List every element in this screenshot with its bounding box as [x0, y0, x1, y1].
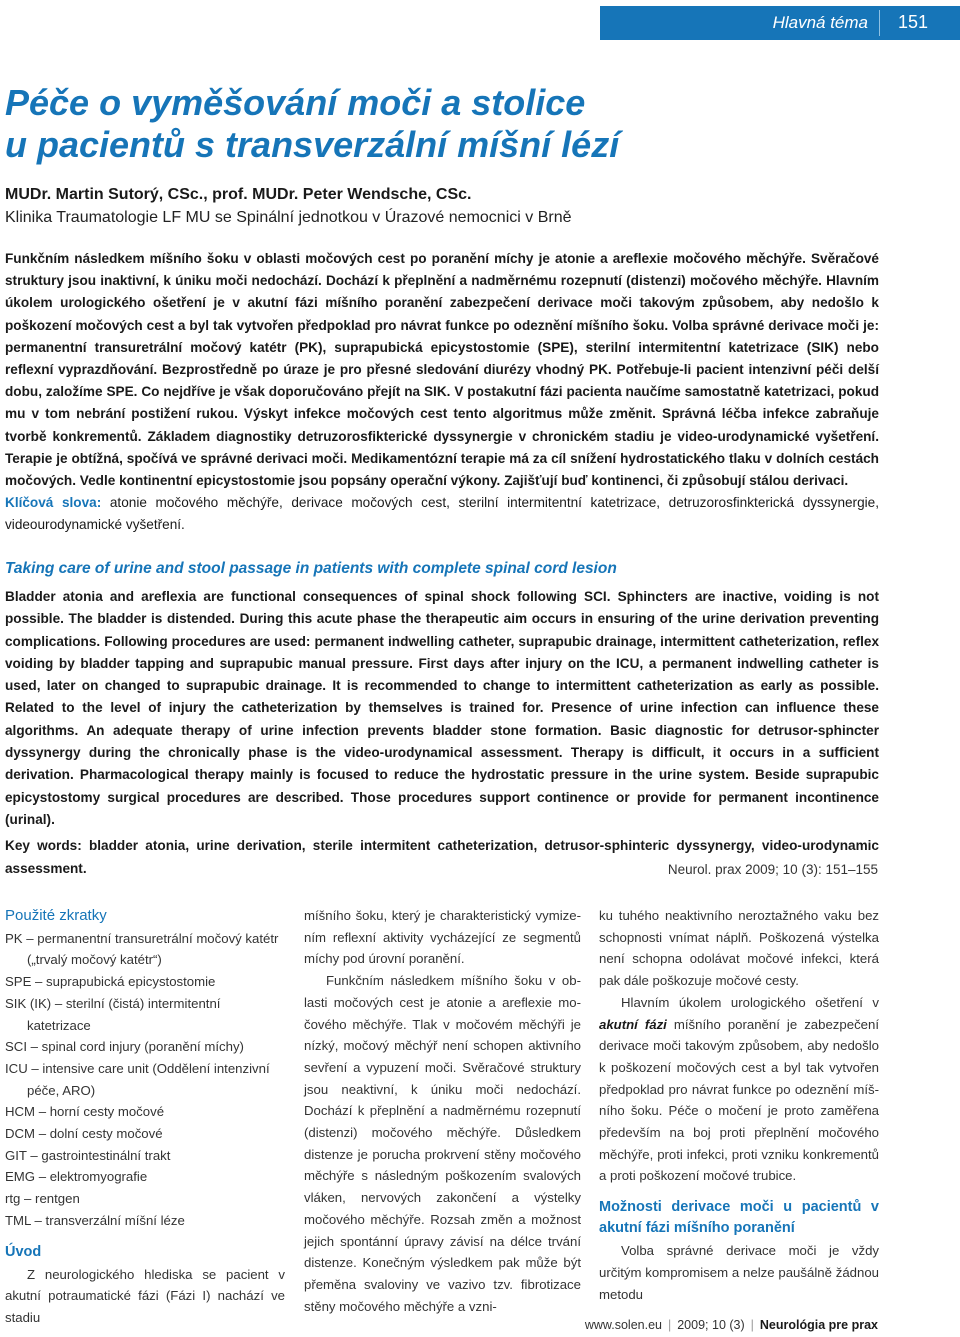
footer-issue: 2009; 10 (3) [677, 1318, 745, 1332]
header-divider [879, 10, 880, 36]
citation: Neurol. prax 2009; 10 (3): 151–155 [667, 862, 878, 877]
emphasis-acute-phase: akutní fázi [599, 1016, 667, 1032]
keywords-cz [5, 492, 879, 536]
page-number: 151 [897, 12, 928, 32]
body-paragraph: Volba správné derivace moči je vždy určitým kompromisem a nelze paušálně žádnou metodu [599, 1243, 879, 1302]
abbreviation-item: rtg – rentgen [5, 1191, 80, 1207]
footer-journal: Neurológia pre prax [759, 1318, 878, 1332]
authors: MUDr. Martin Sutorý, CSc., prof. MUDr. Peter Wendsche, CSc. [5, 186, 472, 203]
english-title: Taking care of urine and stool passage in patients with complete spinal cord lesion [5, 560, 617, 577]
abbreviation-item: GIT – gastrointestinální trakt [5, 1147, 171, 1163]
abbreviation-item: ICU – intensive care unit (Oddělení intenzivní péče, ARO) [5, 1060, 270, 1098]
abbreviations-heading: Použité zkratky [5, 907, 107, 924]
column-3 [599, 905, 879, 1305]
abbreviation-item: SPE – suprapubická epicystostomie [5, 974, 216, 990]
article-title-line-1: Péče o vyměšování moči a stolice [5, 82, 586, 123]
derivation-heading: Možnosti derivace moči u pacientů v akutní fázi míšního poranění [599, 1199, 879, 1237]
section-label: Hlavná téma [772, 13, 868, 32]
intro-text: Z neurologického hlediska se pacient v akutní potraumatické fázi (Fázi I) nachází ve stadiu [5, 1266, 285, 1325]
abbreviation-item: EMG – elektromyografie [5, 1169, 148, 1185]
footer-separator: | [667, 1318, 672, 1332]
body-paragraph [599, 992, 879, 1187]
footer-website: www.solen.eu [584, 1318, 662, 1332]
abbreviation-item: TML – transverzální míšní léze [5, 1212, 185, 1228]
body-paragraph: Funkčním následkem míšního šoku v oblasti močových cest je atonie a areflexie močového měchýře. Tlak v močovém měchýři je nízký, močový měchýř není schopen aktivního sevření a vypuzení moči. Svěračové struktury jsou neaktivní, k úniku moči nedochází. Dochází k přeplnění a nadměrnému rozepnutí (distenzi) močového měchýře. Důsledkem distenze je porucha prokrvení stěny močového měchýře s následným poškozením svalových vláken, nervových zakončení a výstelky močového měchýře. Rozsah změn a možnost jejich spontánní úpravy závisí na délce trvání distenze. Konečným výsledkem pak může být přeměna svaloviny ve vazivo tzv. fibrotizace stěny močového měchýře a vzni- [304, 973, 581, 1314]
page-footer [585, 1318, 878, 1332]
abbreviation-item: PK – permanentní transuretrální močový katétr („trvalý močový katétr“) [5, 930, 279, 968]
section-header [600, 6, 960, 40]
affiliation: Klinika Traumatologie LF MU se Spinální jednotkou v Úrazové nemocnici v Brně [5, 209, 572, 226]
footer-separator: | [750, 1318, 754, 1332]
article-title [5, 82, 765, 166]
abstract-en-text: Bladder atonia and areflexia are functional consequences of spinal shock following SCI. Sphincters are inactive, voiding is not possible. The bladder is distended. During this acute phase the therapeutic aim occurs in ensuring of the urine derivation preventing complications. Following procedures are used: permanent indwelling catheter, suprapubic drainage, intermittent catheterization, reflex voiding by bladder tapping and suprapubic manual pressure. First days after injury on the ICU, a permanent indwelling catheter is used, later on changed to suprapubic drainage. It is recommended to change to intermittent catheterization as early as possible. Related to the level of injury the catheterization by themselves is trained for. Presence of urine infection can influence these algorithms. An adequate therapy of urine infection prevents bladder stone formation. Basic diagnostic for detrusor-sphincter dyssynergy during the chronically phase is the video-urodynamical assessment. Therapy is difficult, it occurs in a sufficient derivation. Pharmacological therapy mainly is focused to reduce the hydrostatic pressure in the urine system. Beside suprapubic epicystostomy surgical procedures are described. Those procedures support continence or provide for permanent incontinence (urinal). [5, 589, 879, 827]
keywords-cz-text: atonie močového měchýře, derivace močových cest, sterilní intermitentní katetrizace, detruzorosfinkterická dyssynergie, videourodynamické vyšetření. [5, 495, 880, 533]
keywords-cz-label: Klíčová slova: [5, 495, 102, 511]
keywords-en-label: Key words: [5, 838, 82, 854]
body-paragraph: míšního šoku, který je charakteristický vymizením reflexní aktivity vycházející ze segmentů míchy pod úrovní poranění. [304, 908, 581, 967]
body-text: míšního poranění je zabezpečení derivace moči takovým způsobem, aby nedošlo k poškození močových cest a byl tak vytvořen předpoklad pro návrat funkce po odeznění míšního šoku. Péče o močení je proto zaměřena především na boj proti přeplnění močového měchýře, proti infekci, proti vzniku konkrementů a proti poškození močové trubice. [599, 1016, 879, 1184]
abstract-cz-text: Funkčním následkem míšního šoku v oblasti močových cest po poranění míchy je atonie a areflexie močového měchýře. Svěračové struktury jsou inaktivní, k úniku moči nedochází. Dochází k přeplnění a nadměrnému rozepnutí (distenzi) močového měchýře. Hlavním úkolem urologického ošetření je v akutní fázi míšního poranění zabezpečení derivace moči takovým způsobem, aby nedošlo k poškození močových cest a byl tak vytvořen předpoklad pro návrat funkce po odeznění míšního šoku. Volba správné derivace moči je: permanentní transuretrální močový katétr (PK), suprapubická epicystostomie (SPE), sterilní intermitentní katetrizace (SIK) nebo reflexní vyprazdňování. Bezprostředně po úraze je pro přesné sledování diurézy vhodný PK. Potřebuje-li pacient intenzivní péči delší dobu, založíme SPE. Co nejdříve je však doporučováno přejít na SIK. V postakutní fázi pacienta naučíme samostatně katetrizaci, pokud mu v tom nebrání postižení rukou. Výskyt infekce močových cest tento algoritmus může změnit. Správná léčba infekce zabraňuje tvorbě konkrementů. Základem diagnostiky detruzorosfikterické dyssynergie v chronickém stadiu je video-urodynamické vyšetření. Terapie je obtížná, spočívá ve správné derivaci moči. Medikamentózní terapie má za cíl snížení hydrostatického tlaku v dolních cestách močových. Vedle kontinentní epicystostomie jsou popsány operační výkony. Zajišťují buď kontinenci, či způsobují stálou derivaci. [5, 251, 879, 489]
body-text: Hlavním úkolem urologického ošetření v [621, 994, 879, 1010]
abbreviation-item: DCM – dolní cesty močové [5, 1126, 163, 1142]
body-paragraph: ku tuhého neaktivního neroztažného vaku bez schopnosti vnímat náplň. Poškozená výstelka není schopna odolávat močové infekci, která pak dále poškozuje močové cesty. [599, 908, 879, 989]
article-title-line-2: u pacientů s transverzální míšní lézí [5, 124, 620, 165]
abstract-cz [5, 248, 879, 537]
column-2 [304, 905, 581, 1317]
column-1 [5, 905, 285, 1329]
abstract-en [5, 586, 879, 880]
abbreviation-item: SIK (IK) – sterilní (čistá) intermitentní katetrizace [5, 995, 221, 1033]
abbreviation-item: SCI – spinal cord injury (poranění míchy) [5, 1039, 244, 1055]
intro-heading: Úvod [5, 1243, 42, 1260]
keywords-en-text: bladder atonia, urine derivation, sterile intermitent catheterization, detrusor-sphinteric dyssynergy, video-urodynamic assessment. [5, 838, 879, 876]
abbreviation-item: HCM – horní cesty močové [5, 1104, 165, 1120]
